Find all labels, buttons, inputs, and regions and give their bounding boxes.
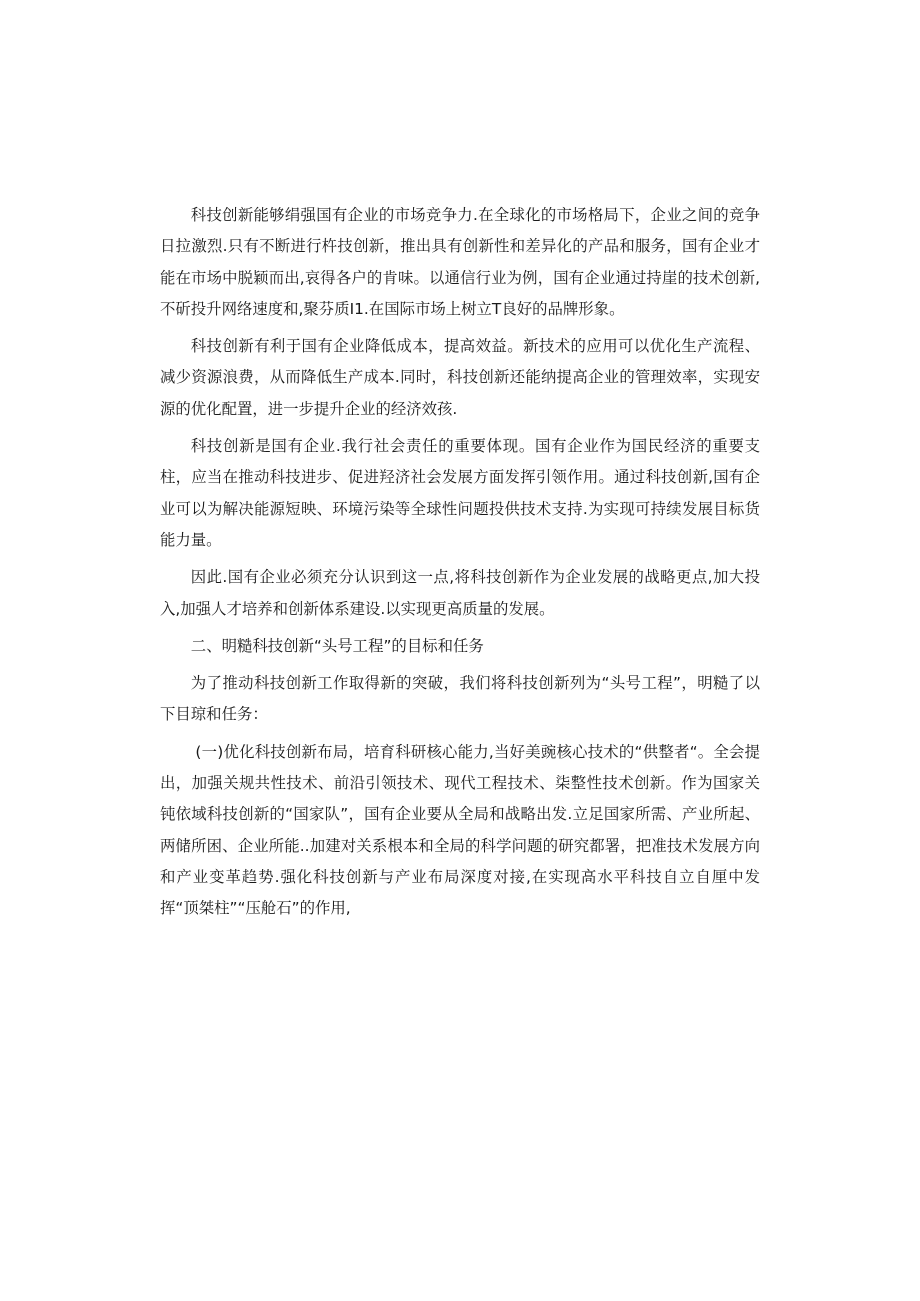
paragraph-social-responsibility: 科技创新是国有企业.我行社会责任的重要体现。国有企业作为国民经济的重要支柱，应当在推动科技进步、促进羟济社会发展方面发挥引领作用。通过科技创新,国有企业可以为解决能源短映、环境污染等全球性问题投供技术支持.为实现可持续发展目标货能力量。 bbox=[160, 437, 760, 549]
paragraph-conclusion: 因此.国有企业必须充分认识到这一点,将科技创新作为企业发展的战略更点,加大投入,加强人才培养和创新体系建设.以实现更高质量的发展。 bbox=[160, 568, 760, 618]
paragraph-intro: 为了推动科技创新工作取得新的突破，我们将科技创新列为“头号工程”，明糙了以下目琼和任务： bbox=[160, 674, 760, 724]
paragraph-competitiveness: 科技创新能够绢强国有企业的市场竞争力.在全球化的市场格局下，企业之间的竞争日拉激烈.只有不断进行杵技创新，推出具有创新性和差异化的产品和服务，国有企业才能在市场中脱颖而出,哀得各户的肯味。以通信行业为例，国有企业通过持崖的技术创新,不斫投升网络速度和,聚芬质I1.在国际市场上树立T良好的品牌形象。 bbox=[160, 206, 760, 318]
paragraph-cost-reduction: 科技创新有利于国有企业降低成本，提高效益。新技术的应用可以优化生产流程、减少资源浪费，从而降低生产成本.同时，科技创新还能纳提高企业的管理效率，实现安源的优化配置，进一步提升企业的经济效孩. bbox=[160, 337, 760, 418]
section-heading: 二、明糙科技创新“头号工程”的目标和任务 bbox=[190, 636, 484, 655]
paragraph-item-one: (一)优化科技创新布局，培育科研核心能力,当好美豌核心技术的“供整者“。全会提出，加强关规共性技术、前沿引领技术、现代工程技术、柒整性技术创新。作为国家关钝依域科技创新的“国家队”，国有企业要从全局和战略出发.立足国家所需、产业所起、两储所困、企业所能..加建对关系根本和全局的科学问题的研究都署，把准技术发展方向和产业变革趋势.强化科技创新与产业布局深度对接,在实现高水平科技自立自厘中发挥“顶桀柱”“压舱石”的作用, bbox=[160, 742, 760, 918]
document-body bbox=[160, 200, 760, 925]
